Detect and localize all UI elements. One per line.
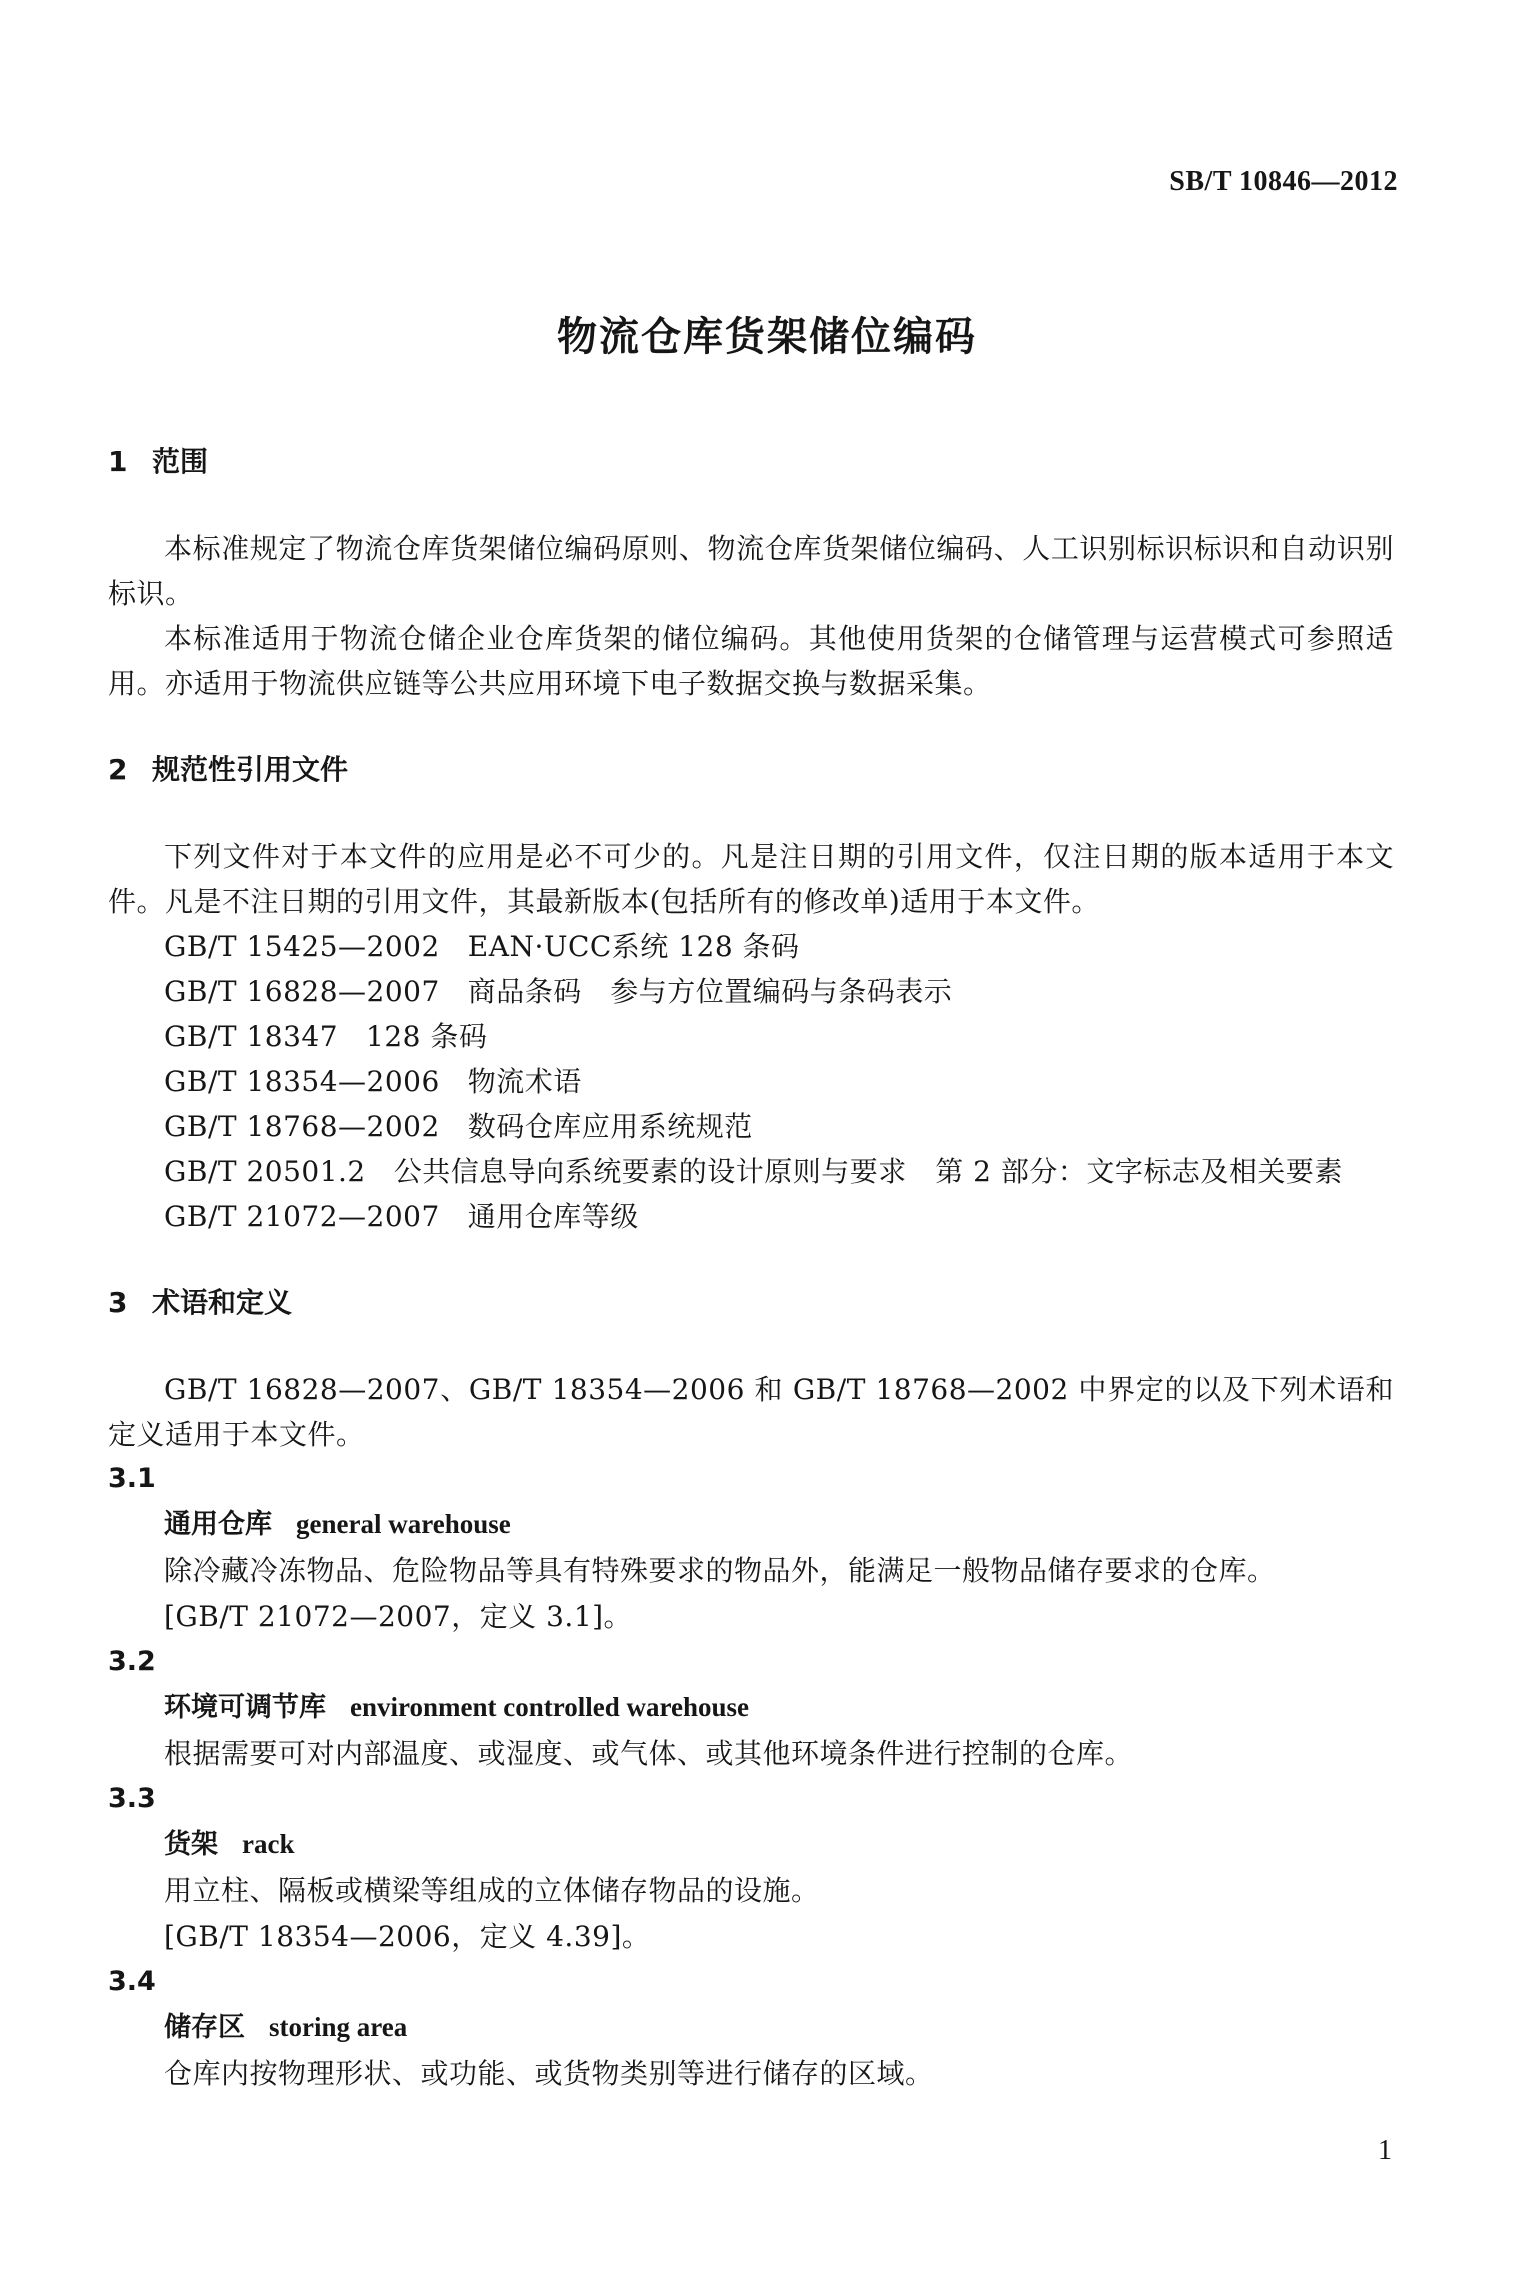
term-source: [GB/T 18354—2006，定义 4.39]。 [164, 1920, 651, 1953]
reference-item [164, 1059, 1394, 1104]
reference-title: 通用仓库等级 [467, 1200, 639, 1233]
term-name-en: storing area [269, 2012, 408, 2042]
term-number: 3.1 [108, 1463, 156, 1494]
reference-item [164, 1014, 1394, 1059]
reference-title: 128 条码 [366, 1020, 488, 1053]
term-definition: 仓库内按物理形状、或功能、或货物类别等进行储存的区域。 [164, 2057, 934, 2090]
term-name-en: rack [242, 1829, 295, 1859]
reference-item [164, 1194, 1394, 1239]
reference-code: GB/T 15425—2002 [164, 930, 440, 963]
section-title: 范围 [152, 445, 209, 478]
paragraph: GB/T 16828—2007、GB/T 18354—2006 和 GB/T 18768—2002 中界定的以及下列术语和定义适用于本文件。 [108, 1373, 1394, 1451]
section-heading-terms [108, 1281, 1394, 1325]
reference-title: 物流术语 [467, 1065, 582, 1098]
term-source: [GB/T 21072—2007，定义 3.1]。 [164, 1600, 633, 1633]
section-number: 1 [108, 445, 128, 478]
term-name-en: environment controlled warehouse [350, 1692, 749, 1722]
reference-code: GB/T 16828—2007 [164, 975, 440, 1008]
term-name [164, 1684, 1394, 1731]
reference-code: GB/T 18768—2002 [164, 1110, 440, 1143]
reference-title: 商品条码 参与方位置编码与条码表示 [467, 975, 953, 1008]
paragraph: 本标准规定了物流仓库货架储位编码原则、物流仓库货架储位编码、人工识别标识标识和自动识别标识。 [108, 532, 1394, 610]
term-name-zh: 环境可调节库 [164, 1692, 326, 1723]
reference-title: 数码仓库应用系统规范 [467, 1110, 753, 1143]
term-name [164, 2004, 1394, 2051]
term-definition: 根据需要可对内部温度、或湿度、或气体、或其他环境条件进行控制的仓库。 [164, 1737, 1134, 1770]
section-title: 规范性引用文件 [152, 753, 349, 786]
section-number: 2 [108, 753, 128, 786]
term-name-en: general warehouse [296, 1509, 511, 1539]
section-number: 3 [108, 1286, 128, 1319]
term-number: 3.3 [108, 1783, 156, 1814]
reference-title: EAN·UCC系统 128 条码 [467, 930, 800, 963]
reference-item [164, 1149, 1394, 1194]
term-name-zh: 储存区 [164, 2012, 245, 2043]
document-body [108, 440, 1394, 2097]
paragraph: 下列文件对于本文件的应用是必不可少的。凡是注日期的引用文件，仅注日期的版本适用于本文件。凡是不注日期的引用文件，其最新版本(包括所有的修改单)适用于本文件。 [108, 840, 1394, 918]
reference-item [164, 924, 1394, 969]
term-number: 3.4 [108, 1966, 156, 1997]
section-heading-scope [108, 440, 1394, 484]
reference-item [164, 969, 1394, 1014]
term-name [164, 1501, 1394, 1548]
term-definition: 用立柱、隔板或横梁等组成的立体储存物品的设施。 [164, 1874, 820, 1907]
term-definition: 除冷藏冷冻物品、危险物品等具有特殊要求的物品外，能满足一般物品储存要求的仓库。 [164, 1554, 1276, 1587]
document-title: 物流仓库货架储位编码 [557, 314, 977, 360]
section-title: 术语和定义 [152, 1286, 293, 1319]
page-number: 1 [1378, 2135, 1392, 2166]
standard-code: SB/T 10846—2012 [1169, 166, 1398, 197]
term-name-zh: 通用仓库 [164, 1509, 272, 1540]
reference-code: GB/T 20501.2 [164, 1155, 366, 1188]
reference-code: GB/T 18347 [164, 1020, 339, 1053]
term-number: 3.2 [108, 1646, 156, 1677]
reference-code: GB/T 21072—2007 [164, 1200, 440, 1233]
section-heading-normative-refs [108, 748, 1394, 792]
reference-code: GB/T 18354—2006 [164, 1065, 440, 1098]
term-name-zh: 货架 [164, 1829, 218, 1860]
paragraph: 本标准适用于物流仓储企业仓库货架的储位编码。其他使用货架的仓储管理与运营模式可参照适用。亦适用于物流供应链等公共应用环境下电子数据交换与数据采集。 [108, 622, 1394, 700]
reference-item [164, 1104, 1394, 1149]
term-name [164, 1821, 1394, 1868]
reference-title: 公共信息导向系统要素的设计原则与要求 第 2 部分：文字标志及相关要素 [393, 1155, 1343, 1188]
